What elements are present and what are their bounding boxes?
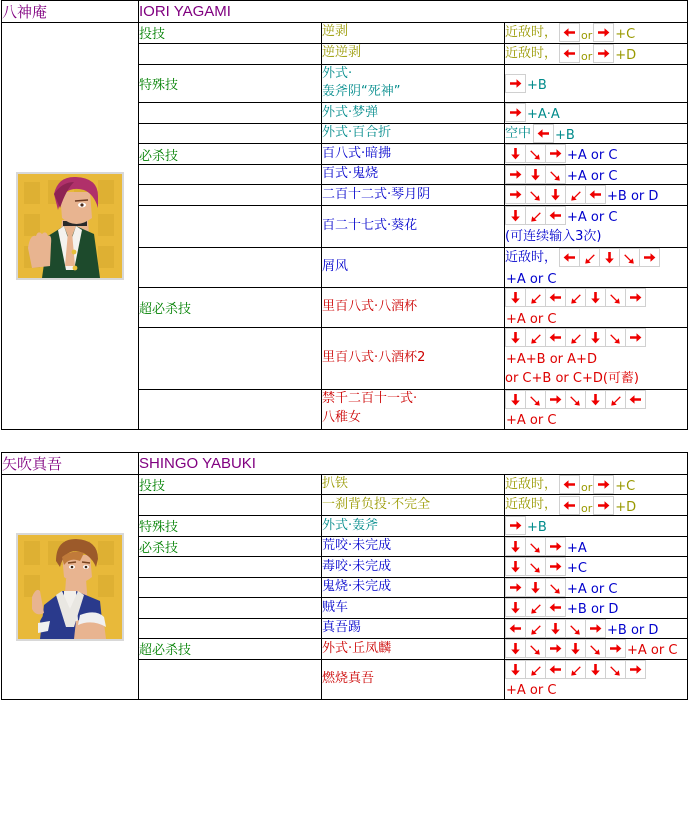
arrow-down-right-icon	[525, 557, 546, 576]
command-button-text: +A or C	[506, 311, 557, 327]
command-note: or C+B or C+D(可蓄)	[505, 371, 640, 387]
arrow-down-left-icon	[565, 328, 586, 347]
move-name: 贼车	[322, 598, 505, 619]
arrow-right-icon	[625, 288, 646, 307]
move-command	[505, 618, 688, 639]
move-name: 外式· 轰斧阴“死神”	[322, 64, 505, 103]
arrow-down-icon	[505, 660, 526, 679]
move-command	[505, 659, 688, 699]
move-category	[139, 247, 322, 287]
command-line	[505, 475, 687, 495]
arrow-down-icon	[505, 639, 526, 658]
move-command	[505, 598, 688, 619]
arrow-down-icon	[505, 144, 526, 163]
move-command	[505, 247, 688, 287]
move-name: 扒铁	[322, 474, 505, 495]
move-category	[139, 185, 322, 206]
key-sequence	[505, 185, 606, 204]
arrow-down-icon	[545, 185, 566, 204]
command-line	[505, 660, 687, 699]
arrow-right-icon	[605, 639, 626, 658]
move-category	[139, 389, 322, 429]
iori-portrait	[16, 172, 124, 280]
arrow-down-left-icon	[525, 206, 546, 225]
move-command	[505, 495, 688, 516]
command-line	[505, 144, 687, 164]
arrow-left-icon	[545, 206, 566, 225]
move-category: 超必杀技	[139, 288, 322, 328]
command-button-text: +B	[527, 77, 547, 93]
arrow-down-icon	[585, 390, 606, 409]
move-name: 逆逆剥	[322, 43, 505, 64]
key-sequence	[505, 165, 566, 184]
command-line	[505, 619, 687, 639]
move-command	[505, 43, 688, 64]
move-category	[139, 103, 322, 124]
key-sequence	[593, 23, 614, 42]
move-name: 荒咬·未完成	[322, 536, 505, 557]
command-line	[505, 598, 687, 618]
move-command	[505, 639, 688, 660]
command-separator-text: or	[581, 50, 593, 63]
move-name: 毒咬·未完成	[322, 557, 505, 578]
command-line	[505, 390, 687, 429]
character-name-cn: 矢吹真吾	[2, 452, 139, 474]
arrow-down-right-icon	[525, 144, 546, 163]
move-command	[505, 536, 688, 557]
arrow-down-left-icon	[525, 660, 546, 679]
character-command-table	[1, 0, 688, 430]
arrow-down-right-icon	[605, 288, 626, 307]
move-name: 一刹背负投·不完全	[322, 495, 505, 516]
command-separator-text: or	[581, 480, 593, 494]
move-category	[139, 205, 322, 247]
command-button-text: +B or D	[607, 189, 659, 205]
command-separator-text: or	[581, 501, 593, 515]
command-separator-text: or	[581, 29, 593, 43]
command-line	[505, 74, 687, 94]
arrow-down-left-icon	[565, 185, 586, 204]
key-sequence	[593, 44, 614, 63]
move-category	[139, 659, 322, 699]
command-line	[505, 578, 687, 598]
key-sequence	[505, 103, 526, 122]
arrow-down-left-icon	[525, 619, 546, 638]
key-sequence	[593, 496, 614, 515]
move-category	[139, 43, 322, 64]
arrow-right-icon	[593, 44, 614, 63]
arrow-down-icon	[545, 619, 566, 638]
arrow-down-left-icon	[605, 390, 626, 409]
command-button-text: +A or C	[506, 413, 557, 429]
key-sequence	[505, 74, 526, 93]
command-button-text: +A or C	[506, 683, 557, 699]
key-sequence	[505, 598, 566, 617]
key-sequence	[505, 390, 646, 409]
move-category	[139, 618, 322, 639]
key-sequence	[505, 537, 566, 556]
character-portrait-cell	[2, 23, 139, 430]
arrow-left-icon	[585, 185, 606, 204]
move-command	[505, 577, 688, 598]
arrow-down-icon	[505, 206, 526, 225]
key-sequence	[505, 557, 566, 576]
arrow-down-left-icon	[579, 248, 600, 267]
character-header-row	[2, 1, 688, 23]
move-name: 百式·鬼烧	[322, 164, 505, 185]
command-prefix-text: 近敌时，	[505, 45, 558, 61]
move-category	[139, 557, 322, 578]
move-name: 里百八式·八酒杯2	[322, 328, 505, 390]
arrow-right-icon	[545, 390, 566, 409]
table-row	[2, 474, 688, 495]
key-sequence	[505, 144, 566, 163]
character-name-en: IORI YAGAMI	[139, 1, 688, 23]
move-command	[505, 64, 688, 103]
arrow-down-left-icon	[565, 660, 586, 679]
key-sequence	[505, 288, 646, 307]
key-sequence	[505, 516, 526, 535]
move-command	[505, 205, 688, 247]
arrow-right-icon	[593, 23, 614, 42]
command-button-text: +A or C	[506, 271, 557, 287]
command-line	[505, 557, 687, 577]
arrow-down-icon	[525, 165, 546, 184]
command-prefix-text: 近敌时，	[505, 25, 558, 40]
arrow-left-icon	[533, 124, 554, 143]
arrow-right-icon	[593, 496, 614, 515]
character-name-cn: 八神庵	[2, 1, 139, 23]
arrow-left-icon	[545, 598, 566, 617]
arrow-down-right-icon	[525, 537, 546, 556]
move-command	[505, 23, 688, 44]
command-line	[505, 44, 687, 64]
arrow-left-icon	[559, 496, 580, 515]
command-button-text: +D	[615, 499, 637, 515]
key-sequence	[559, 23, 580, 42]
move-name: 屑风	[322, 247, 505, 287]
key-sequence	[559, 248, 660, 267]
command-button-text: +A or C	[567, 168, 618, 184]
key-sequence	[505, 619, 606, 638]
arrow-right-icon	[505, 74, 526, 93]
arrow-down-right-icon	[605, 660, 626, 679]
command-line	[505, 328, 687, 367]
command-button-text: +B	[527, 520, 547, 536]
arrow-down-icon	[565, 639, 586, 658]
command-line	[505, 288, 687, 327]
arrow-left-icon	[625, 390, 646, 409]
key-sequence	[505, 578, 566, 597]
command-button-text: +A+B or A+D	[506, 351, 597, 367]
shingo-portrait	[16, 533, 124, 641]
move-command	[505, 164, 688, 185]
command-button-text: +C	[567, 561, 587, 577]
move-command	[505, 389, 688, 429]
arrow-right-icon	[505, 578, 526, 597]
move-name: 外式·梦弹	[322, 103, 505, 124]
command-button-text: +C	[615, 27, 636, 43]
arrow-down-icon	[505, 390, 526, 409]
move-command	[505, 328, 688, 390]
arrow-down-right-icon	[525, 639, 546, 658]
command-line	[505, 103, 687, 123]
move-category: 必杀技	[139, 144, 322, 165]
move-category	[139, 598, 322, 619]
arrow-left-icon	[559, 248, 580, 267]
arrow-down-left-icon	[565, 288, 586, 307]
key-sequence	[559, 475, 580, 494]
command-prefix-text: 空中	[505, 125, 532, 141]
arrow-down-icon	[505, 288, 526, 307]
move-command	[505, 474, 688, 495]
arrow-right-icon	[625, 328, 646, 347]
arrow-down-icon	[505, 537, 526, 556]
command-line	[505, 206, 687, 226]
move-name: 百八式·暗拂	[322, 144, 505, 165]
arrow-down-right-icon	[525, 185, 546, 204]
arrow-right-icon	[545, 639, 566, 658]
arrow-down-left-icon	[525, 598, 546, 617]
arrow-right-icon	[545, 557, 566, 576]
arrow-right-icon	[505, 103, 526, 122]
arrow-down-left-icon	[525, 288, 546, 307]
move-category: 投技	[139, 23, 322, 44]
arrow-down-right-icon	[565, 619, 586, 638]
character-command-table	[1, 452, 688, 700]
arrow-left-icon	[545, 660, 566, 679]
arrow-down-icon	[505, 328, 526, 347]
command-note: (可连续输入3次)	[505, 229, 602, 245]
move-name: 外式·轰斧	[322, 516, 505, 537]
table-gap	[0, 430, 689, 452]
arrow-right-icon	[639, 248, 660, 267]
arrow-down-icon	[505, 557, 526, 576]
move-category	[139, 164, 322, 185]
key-sequence	[559, 44, 580, 63]
arrow-down-icon	[585, 328, 606, 347]
command-line	[505, 639, 687, 659]
move-name: 禁千二百十一式· 八稚女	[322, 389, 505, 429]
command-line	[505, 537, 687, 557]
arrow-left-icon	[559, 44, 580, 63]
move-command	[505, 288, 688, 328]
arrow-down-right-icon	[585, 639, 606, 658]
arrow-down-right-icon	[565, 390, 586, 409]
command-button-text: +B	[555, 127, 575, 143]
arrow-left-icon	[559, 23, 580, 42]
move-name: 逆剥	[322, 23, 505, 44]
key-sequence	[593, 475, 614, 494]
arrow-down-right-icon	[545, 578, 566, 597]
command-button-text: +C	[615, 478, 636, 494]
arrow-down-icon	[585, 660, 606, 679]
arrow-left-icon	[559, 475, 580, 494]
command-button-text: +B or D	[567, 602, 619, 618]
command-button-text: +D	[615, 48, 637, 63]
command-line	[505, 23, 687, 43]
move-category: 超必杀技	[139, 639, 322, 660]
arrow-down-icon	[525, 578, 546, 597]
character-header-row	[2, 452, 688, 474]
command-prefix-text: 近敌时，	[505, 497, 558, 513]
move-command	[505, 123, 688, 144]
arrow-down-right-icon	[619, 248, 640, 267]
arrow-down-right-icon	[545, 165, 566, 184]
command-button-text: +A or C	[567, 581, 618, 597]
move-name: 里百八式·八酒杯	[322, 288, 505, 328]
command-prefix-text: 近敌时，	[505, 249, 558, 265]
arrow-left-icon	[505, 619, 526, 638]
key-sequence	[505, 639, 626, 658]
command-button-text: +A or C	[567, 148, 618, 164]
move-command	[505, 144, 688, 165]
arrow-right-icon	[585, 619, 606, 638]
move-category: 特殊技	[139, 516, 322, 537]
arrow-right-icon	[593, 475, 614, 494]
arrow-left-icon	[545, 288, 566, 307]
command-line	[505, 248, 687, 287]
move-name: 二百十二式·琴月阴	[322, 185, 505, 206]
move-category	[139, 328, 322, 390]
move-category: 特殊技	[139, 64, 322, 103]
move-category	[139, 123, 322, 144]
arrow-right-icon	[625, 660, 646, 679]
move-category: 投技	[139, 474, 322, 495]
arrow-right-icon	[545, 144, 566, 163]
character-name-en: SHINGO YABUKI	[139, 452, 688, 474]
command-button-text: +A or C	[567, 209, 618, 225]
command-line	[505, 516, 687, 536]
key-sequence	[533, 124, 554, 143]
arrow-right-icon	[505, 516, 526, 535]
arrow-right-icon	[505, 185, 526, 204]
move-name: 外式·丘凤麟	[322, 639, 505, 660]
command-button-text: +A or C	[627, 643, 678, 659]
move-name: 鬼烧·未完成	[322, 577, 505, 598]
move-category	[139, 577, 322, 598]
command-line	[505, 495, 687, 515]
move-command	[505, 557, 688, 578]
key-sequence	[505, 660, 646, 679]
move-name: 外式·百合折	[322, 123, 505, 144]
command-line	[505, 124, 687, 144]
arrow-down-right-icon	[525, 390, 546, 409]
move-category: 必杀技	[139, 536, 322, 557]
arrow-down-icon	[585, 288, 606, 307]
arrow-down-icon	[505, 598, 526, 617]
table-row	[2, 23, 688, 44]
move-name: 燃烧真吾	[322, 659, 505, 699]
move-name: 真吾踢	[322, 618, 505, 639]
arrow-left-icon	[545, 328, 566, 347]
move-command	[505, 185, 688, 206]
command-button-text: +A	[567, 540, 587, 556]
key-sequence	[505, 328, 646, 347]
move-category	[139, 495, 322, 516]
command-line	[505, 185, 687, 205]
move-command	[505, 103, 688, 124]
arrow-right-icon	[505, 165, 526, 184]
character-portrait-cell	[2, 474, 139, 699]
command-line	[505, 165, 687, 185]
arrow-down-left-icon	[525, 328, 546, 347]
arrow-down-icon	[599, 248, 620, 267]
arrow-down-right-icon	[605, 328, 626, 347]
command-prefix-text: 近敌时，	[505, 476, 558, 492]
key-sequence	[559, 496, 580, 515]
command-button-text: +B or D	[607, 622, 659, 638]
command-button-text: +A·A	[527, 107, 560, 123]
move-name: 百二十七式·葵花	[322, 205, 505, 247]
arrow-right-icon	[545, 537, 566, 556]
key-sequence	[505, 206, 566, 225]
move-command	[505, 516, 688, 537]
